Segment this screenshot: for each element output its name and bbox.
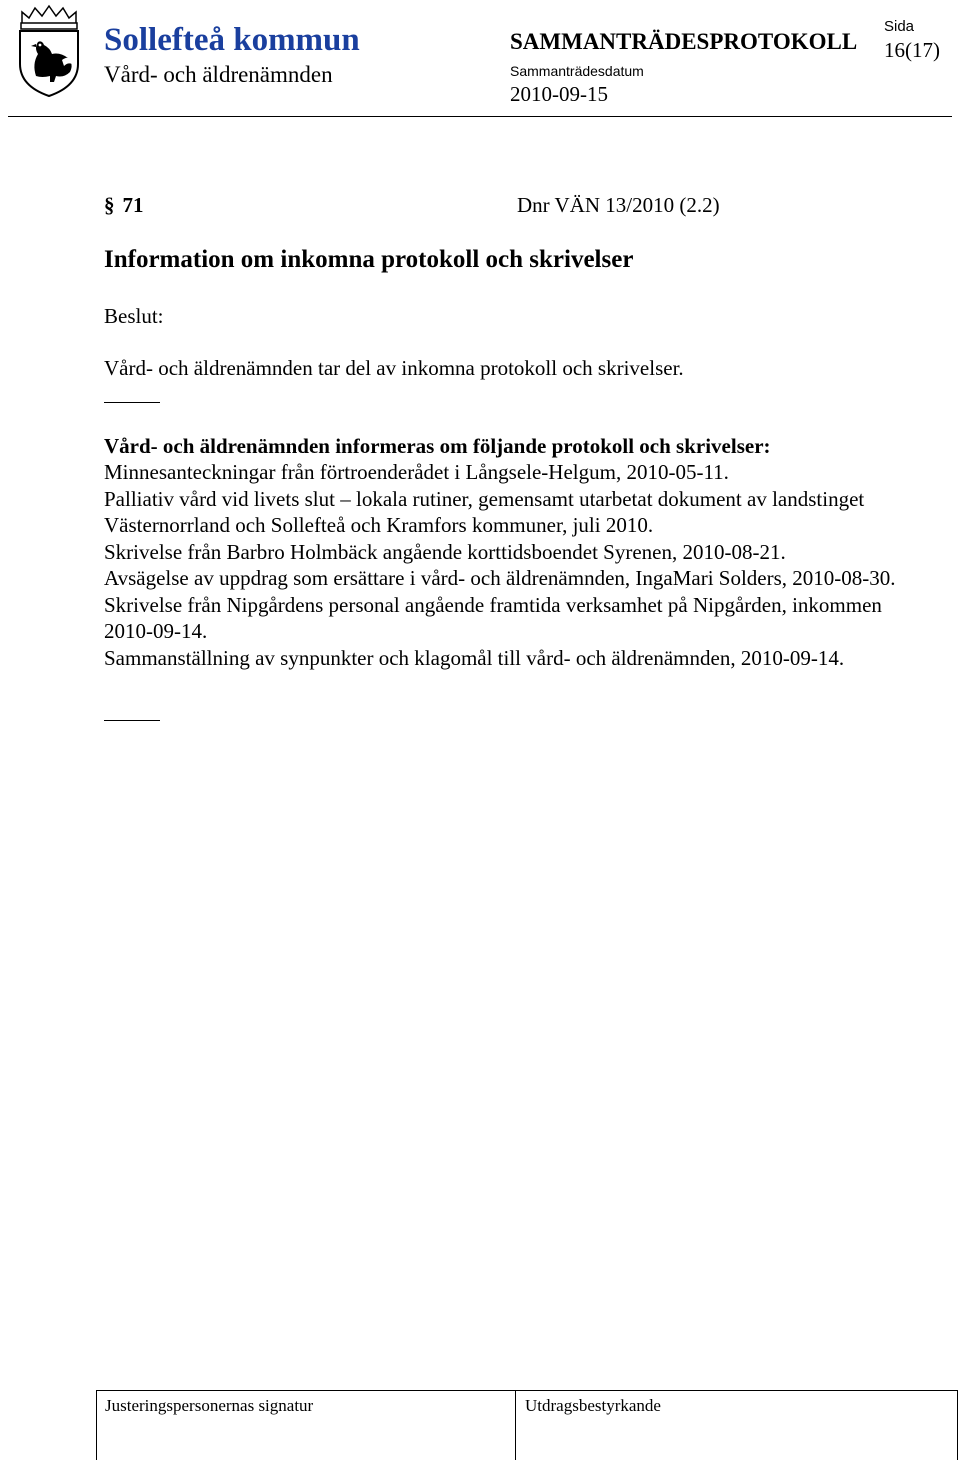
section-heading	[104, 190, 720, 220]
information-heading: Vård- och äldrenämnden informeras om följande protokoll och skrivelser:	[104, 434, 771, 458]
page-label: Sida	[884, 18, 915, 35]
list-item: Palliativ vård vid livets slut – lokala rutiner, gemensamt utarbetat dokument av landstinget Västernorrland och Sollefteå och Kramfors kommuner, juli 2010.	[104, 486, 865, 537]
meeting-date-label: Sammanträdesdatum	[510, 63, 644, 79]
municipal-crest-icon	[12, 4, 86, 98]
committee-name: Vård- och äldrenämnden	[104, 62, 333, 87]
list-item: Minnesanteckningar från förtroenderådet i Långsele-Helgum, 2010-05-11.	[104, 460, 729, 484]
separator-line	[104, 720, 160, 721]
decision-text: Vård- och äldrenämnden tar del av inkomna protokoll och skrivelser.	[104, 356, 684, 380]
section-symbol: §	[104, 193, 115, 217]
list-item: Sammanställning av synpunkter och klagomål till vård- och äldrenämnden, 2010-09-14.	[104, 645, 845, 670]
meeting-date: 2010-09-15	[510, 82, 608, 106]
signature-label: Justeringspersonernas signatur	[105, 1396, 314, 1415]
list-item: Skrivelse från Nipgårdens personal angående framtida verksamhet på Nipgården, inkommen 2010-09-14.	[104, 592, 882, 643]
information-list	[104, 459, 934, 671]
registration-number: Dnr VÄN 13/2010 (2.2)	[517, 193, 720, 217]
signature-footer	[96, 1390, 958, 1460]
section-title: Information om inkomna protokoll och skrivelser	[104, 246, 634, 273]
section-number: 71	[122, 193, 144, 217]
extract-label: Utdragsbestyrkande	[525, 1396, 661, 1415]
organization-name: Sollefteå kommun	[104, 22, 360, 58]
decision-label: Beslut:	[104, 304, 164, 328]
list-item: Skrivelse från Barbro Holmbäck angående korttidsboendet Syrenen, 2010-08-21.	[104, 539, 786, 564]
list-item: Avsägelse av uppdrag som ersättare i vård- och äldrenämnden, IngaMari Solders, 2010-08-30.	[104, 566, 896, 590]
document-type: SAMMANTRÄDESPROTOKOLL	[510, 29, 858, 54]
footer-divider	[515, 1391, 516, 1460]
page-number: 16(17)	[884, 38, 940, 62]
separator-line	[104, 402, 160, 403]
header-divider	[8, 116, 952, 117]
